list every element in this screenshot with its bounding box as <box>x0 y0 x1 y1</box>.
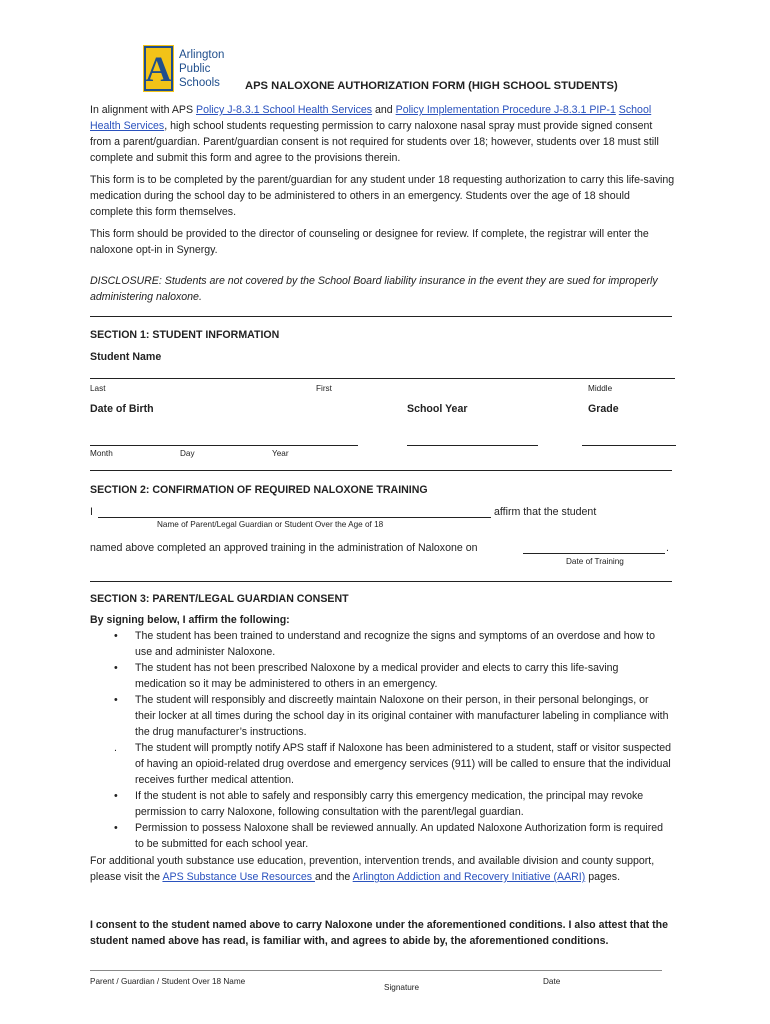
affirm-i: I <box>90 506 93 518</box>
aps-logo <box>143 45 237 92</box>
aps-substance-use-link[interactable]: APS Substance Use Resources <box>162 871 315 883</box>
form-title: APS NALOXONE AUTHORIZATION FORM (HIGH SCHOOL STUDENTS) <box>245 80 618 92</box>
first-name-caption: First <box>316 384 332 393</box>
aari-link[interactable]: Arlington Addiction and Recovery Initiative (AARI) <box>352 871 586 883</box>
procedure-link-part-2[interactable]: School Health Services <box>90 104 652 132</box>
list-item <box>90 628 672 660</box>
section-3-heading: SECTION 3: PARENT/LEGAL GUARDIAN CONSENT <box>90 593 349 605</box>
signer-name-caption: Parent / Guardian / Student Over 18 Name <box>90 977 246 986</box>
guardian-name-line[interactable] <box>98 517 491 518</box>
procedure-link-part-1[interactable]: Policy Implementation Procedure J-8.3.1 PIP-1 <box>395 104 616 116</box>
training-statement: named above completed an approved training in the administration of Naloxone on <box>90 542 478 554</box>
list-item <box>90 692 672 740</box>
bullet-mark: • <box>114 630 118 642</box>
divider-2 <box>90 470 672 471</box>
bullet-mark: • <box>114 790 118 802</box>
signature-line[interactable] <box>90 970 662 971</box>
bullet-mark: . <box>114 742 117 754</box>
intro-paragraph-1 <box>90 102 675 166</box>
list-item-text: If the student is not able to safely and responsibly carry this emergency medication, the principal may revoke permission to carry Naloxone, following consultation with the parent/legal guardian. <box>135 790 644 818</box>
dob-line[interactable] <box>90 445 358 446</box>
list-item <box>90 740 672 788</box>
consent-statement: I consent to the student named above to carry Naloxone under the aforementioned conditions. I also attest that the student named above has read, is familiar with, and agrees to abide by, the aforementioned conditions. <box>90 919 669 947</box>
intro-p1-mid: and <box>372 104 396 116</box>
list-item <box>90 820 672 852</box>
student-name-label: Student Name <box>90 351 162 363</box>
affirmation-list <box>90 628 672 852</box>
list-item-text: The student has not been prescribed Naloxone by a medical provider and elects to carry this life-saving medication so it may be administered to others in an emergency. <box>135 662 619 690</box>
resources-paragraph <box>90 853 675 885</box>
student-name-line[interactable] <box>90 378 675 379</box>
training-period: . <box>666 542 669 554</box>
resources-pre: For additional youth substance use education, prevention, intervention trends, and available division and county support, please visit the <box>90 855 655 883</box>
grade-line[interactable] <box>582 445 676 446</box>
intro-paragraph-3: This form should be provided to the director of counseling or designee for review. If complete, the registrar will enter the naloxone opt-in in Synergy. <box>90 228 649 256</box>
list-item <box>90 788 672 820</box>
list-item-text: The student will promptly notify APS staff if Naloxone has been administered to a student, staff or visitor suspected of having an opioid-related drug overdose and emergency services (911) will be called to ensure that the individual receives further medical attention. <box>135 742 672 786</box>
middle-name-caption: Middle <box>588 384 613 393</box>
school-year-line[interactable] <box>407 445 538 446</box>
year-caption: Year <box>272 449 289 458</box>
logo-letter: A <box>145 49 172 89</box>
aps-logo-mark <box>143 45 237 92</box>
signature-date-caption: Date <box>543 977 561 986</box>
by-signing-label: By signing below, I affirm the following: <box>90 614 290 626</box>
logo-line-2: Public <box>179 63 211 75</box>
divider-3 <box>90 581 672 582</box>
guardian-name-caption: Name of Parent/Legal Guardian or Student Over the Age of 18 <box>157 520 384 529</box>
bullet-mark: • <box>114 662 118 674</box>
list-item-text: Permission to possess Naloxone shall be reviewed annually. An updated Naloxone Authorization form is required to be submitted for each school year. <box>135 822 664 850</box>
training-date-caption: Date of Training <box>566 557 624 566</box>
resources-post: pages. <box>585 871 621 883</box>
signature-caption: Signature <box>384 983 420 992</box>
month-caption: Month <box>90 449 113 458</box>
bullet-mark: • <box>114 822 118 834</box>
bullet-mark: • <box>114 694 118 706</box>
affirm-text: affirm that the student <box>494 506 597 518</box>
section-2-heading: SECTION 2: CONFIRMATION OF REQUIRED NALOXONE TRAINING <box>90 484 428 496</box>
intro-p1-pre: In alignment with APS <box>90 104 196 116</box>
intro-paragraph-2: This form is to be completed by the parent/guardian for any student under 18 requesting authorization to carry this life-saving medication during the school day to be administered to others in an emergency. Students over the age of 18 should complete this form themselves. <box>90 174 675 218</box>
resources-mid: and the <box>314 871 353 883</box>
logo-line-1: Arlington <box>179 49 225 61</box>
divider-1 <box>90 316 672 317</box>
list-item-text: The student has been trained to understand and recognize the signs and symptoms of an overdose and how to use and administer Naloxone. <box>135 630 656 658</box>
list-item-text: The student will responsibly and discreetly maintain Naloxone on their person, in their personal belongings, or their locker at all times during the school day in its original container with manufacturer labeling in compliance with the drug manufacturer’s instructions. <box>135 694 669 738</box>
last-name-caption: Last <box>90 384 106 393</box>
day-caption: Day <box>180 449 195 458</box>
list-item <box>90 660 672 692</box>
policy-link[interactable]: Policy J-8.3.1 School Health Services <box>196 104 373 116</box>
intro-p1-post: , high school students requesting permission to carry naloxone nasal spray must provide signed consent from a parent/guardian. Parent/guardian consent is not required for students over 18; however, students over 18 must still complete and submit this form and agree to the provisions therein. <box>90 120 659 164</box>
grade-label: Grade <box>588 403 619 415</box>
training-date-line[interactable] <box>523 553 665 554</box>
logo-line-3: Schools <box>179 77 220 89</box>
disclosure: DISCLOSURE: Students are not covered by the School Board liability insurance in the event they are sued for improperly administering naloxone. <box>90 275 658 303</box>
school-year-label: School Year <box>407 403 468 415</box>
section-1-heading: SECTION 1: STUDENT INFORMATION <box>90 329 280 341</box>
dob-label: Date of Birth <box>90 403 154 415</box>
